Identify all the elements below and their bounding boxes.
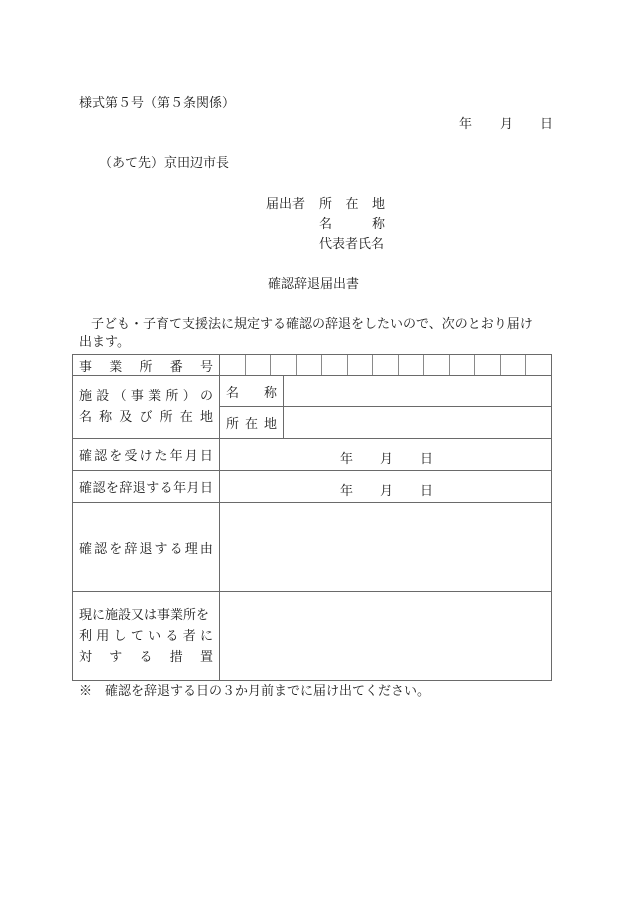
withdraw-year: 年 xyxy=(340,484,354,499)
row-withdraw-date xyxy=(73,471,552,503)
withdraw-date-field[interactable] xyxy=(220,471,552,503)
business-number-digit[interactable] xyxy=(372,355,398,375)
intro-line-1: 子ども・子育て支援法に規定する確認の辞退をしたいので、次のとおり届け xyxy=(91,317,533,332)
confirmed-day: 日 xyxy=(420,452,434,467)
business-number-digit[interactable] xyxy=(220,355,245,375)
withdraw-day: 日 xyxy=(420,484,434,499)
document-title: 確認辞退届出書 xyxy=(268,277,360,292)
business-number-digit[interactable] xyxy=(347,355,373,375)
header-month: 月 xyxy=(500,117,514,132)
business-number-cells xyxy=(220,355,552,376)
measures-label: 現に施設又は事業所を 利 用 し て い る 者 に 対 す る 措 置 xyxy=(73,592,220,681)
form-number: 様式第５号（第５条関係） xyxy=(79,96,236,111)
business-number-digit[interactable] xyxy=(525,355,551,375)
business-number-digit[interactable] xyxy=(296,355,322,375)
row-facility-name xyxy=(73,376,552,407)
facility-name-field[interactable] xyxy=(284,376,552,407)
applicant-address-label: 所 在 地 xyxy=(319,197,385,212)
business-number-digit[interactable] xyxy=(500,355,526,375)
facility-name-label: 名 称 xyxy=(220,376,284,407)
confirmed-date-label: 確 認 を 受 け た 年 月 日 xyxy=(73,439,220,471)
withdraw-date-label: 確 認 を 辞 退 す る 年 月 日 xyxy=(73,471,220,503)
applicant-name-label: 名 称 xyxy=(319,217,385,232)
header-year: 年 xyxy=(459,117,473,132)
business-number-digit[interactable] xyxy=(423,355,449,375)
row-business-number xyxy=(73,355,552,376)
header-day: 日 xyxy=(540,117,554,132)
business-number-digit[interactable] xyxy=(449,355,475,375)
business-number-digit[interactable] xyxy=(474,355,500,375)
intro-line-2: 出ます。 xyxy=(79,335,130,350)
facility-label: 施 設 （ 事 業 所 ） の 名 称 及 び 所 在 地 xyxy=(73,376,220,439)
addressee: （あて先）京田辺市長 xyxy=(99,156,230,171)
reason-label: 確 認 を 辞 退 す る 理 由 xyxy=(73,503,220,592)
facility-address-label: 所 在 地 xyxy=(220,407,284,439)
business-number-digit[interactable] xyxy=(321,355,347,375)
row-confirmed-date xyxy=(73,439,552,471)
footnote: ※ 確認を辞退する日の３か月前までに届け出てください。 xyxy=(79,684,431,699)
row-measures xyxy=(73,592,552,681)
withdraw-month: 月 xyxy=(380,484,394,499)
facility-address-field[interactable] xyxy=(284,407,552,439)
confirmed-date-field[interactable] xyxy=(220,439,552,471)
reason-field[interactable] xyxy=(220,503,552,592)
withdrawal-form-table xyxy=(72,354,552,681)
business-number-digit[interactable] xyxy=(245,355,271,375)
applicant-representative-label: 代表者氏名 xyxy=(319,237,385,252)
confirmed-year: 年 xyxy=(340,452,354,467)
confirmed-month: 月 xyxy=(380,452,394,467)
row-reason xyxy=(73,503,552,592)
business-number-digit[interactable] xyxy=(270,355,296,375)
measures-field[interactable] xyxy=(220,592,552,681)
business-number-digit[interactable] xyxy=(398,355,424,375)
business-number-label: 事 業 所 番 号 xyxy=(73,355,220,376)
applicant-label: 届出者 xyxy=(266,197,306,212)
